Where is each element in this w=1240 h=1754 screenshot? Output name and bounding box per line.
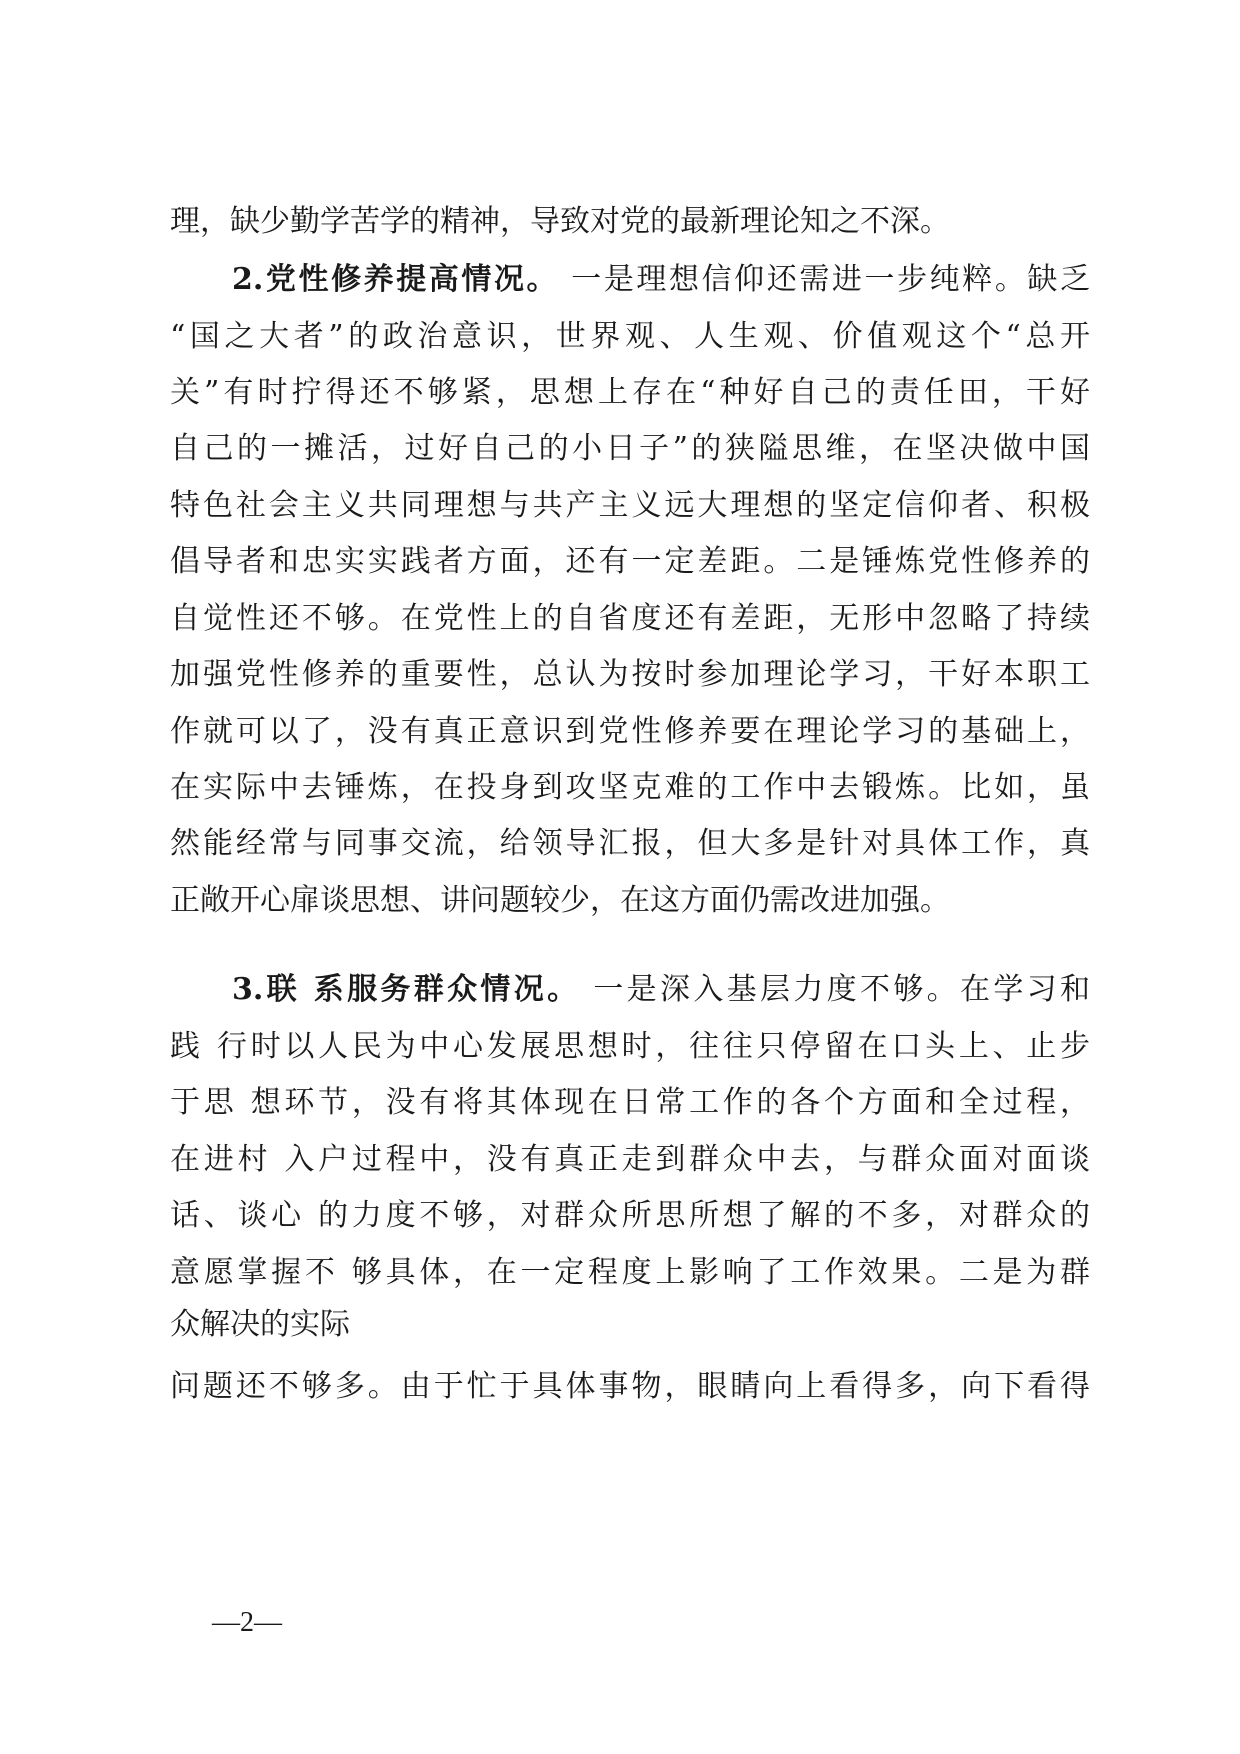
text-line: 倡导者和忠实实践者方面，还有一定差距。二是锤炼党性修养的 xyxy=(170,544,1090,579)
text-line: 2.党性修养提高情况。 一是理想信仰还需进一步纯粹。缺乏 xyxy=(232,262,1090,297)
text-line: 作就可以了，没有真正意识到党性修养要在理论学习的基础上， xyxy=(170,714,1090,749)
text-line: 意愿掌握不 够具体，在一定程度上影响了工作效果。二是为群 xyxy=(170,1255,1090,1290)
text-line: 关”有时拧得还不够紧，思想上存在“种好自己的责任田，干好 xyxy=(170,375,1090,410)
text-line: 于思 想环节，没有将其体现在日常工作的各个方面和全过程， xyxy=(170,1085,1090,1120)
text-line: 理，缺少勤学苦学的精神，导致对党的最新理论知之不深。 xyxy=(170,204,950,239)
text-line: 在实际中去锤炼，在投身到攻坚克难的工作中去锻炼。比如，虽 xyxy=(170,770,1090,805)
text-line: 践 行时以人民为中心发展思想时，往往只停留在口头上、止步 xyxy=(170,1029,1090,1064)
text-line: 加强党性修养的重要性，总认为按时参加理论学习，干好本职工 xyxy=(170,657,1090,692)
text-line: 在进村 入户过程中，没有真正走到群众中去，与群众面对面谈 xyxy=(170,1142,1090,1177)
text-line: 自己的一摊活，过好自己的小日子”的狭隘思维，在坚决做中国 xyxy=(170,431,1090,466)
section-heading: 2.党性修养提高情况。 xyxy=(232,262,560,297)
text-line: 然能经常与同事交流，给领导汇报，但大多是针对具体工作，真 xyxy=(170,826,1090,861)
text-line: 正敞开心扉谈思想、讲问题较少，在这方面仍需改进加强。 xyxy=(170,883,950,918)
text-line: 特色社会主义共同理想与共产主义远大理想的坚定信仰者、积极 xyxy=(170,488,1090,523)
page-number: —2— xyxy=(212,1607,282,1638)
text-line: 众解决的实际 xyxy=(170,1307,350,1342)
text-line: “国之大者”的政治意识，世界观、人生观、价值观这个“总开 xyxy=(170,319,1090,354)
text-line: 3.联 系服务群众情况。 一是深入基层力度不够。在学习和 xyxy=(232,972,1090,1007)
section-heading: 3.联 系服务群众情况。 xyxy=(232,972,581,1007)
text-line: 自觉性还不够。在党性上的自省度还有差距，无形中忽略了持续 xyxy=(170,601,1090,636)
text-line: 问题还不够多。由于忙于具体事物，眼睛向上看得多，向下看得 xyxy=(170,1369,1090,1404)
text-line: 话、谈心 的力度不够，对群众所思所想了解的不多，对群众的 xyxy=(170,1198,1090,1233)
